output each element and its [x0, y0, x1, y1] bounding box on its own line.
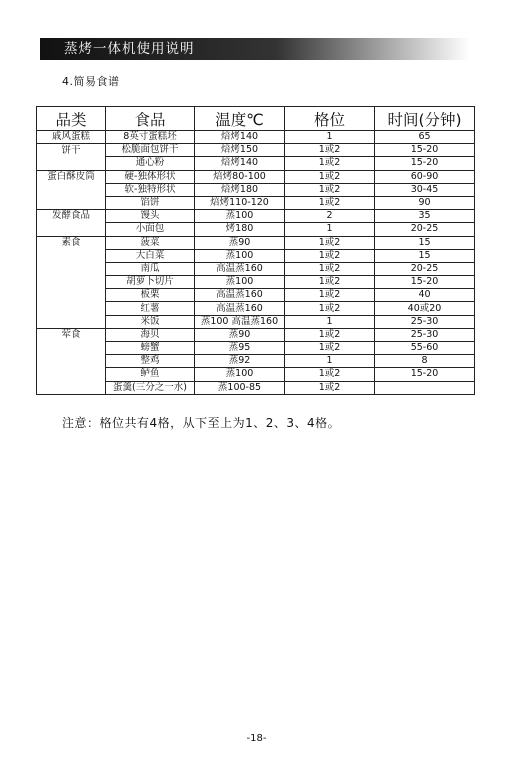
table-row: [37, 236, 475, 249]
category-cell: 蛋白酥皮筒: [37, 170, 106, 183]
food-cell: 海贝: [106, 328, 195, 341]
food-cell: 8英寸蛋糕坯: [106, 131, 195, 144]
rack-cell: 1: [285, 223, 375, 236]
column-header-time: 时间(分钟): [375, 107, 475, 131]
category-cell: [37, 342, 106, 355]
category-cell: [37, 196, 106, 209]
food-cell: 硬-独体形状: [106, 170, 195, 183]
table-row: [37, 183, 475, 196]
time-cell: 8: [375, 355, 475, 368]
category-cell: [37, 223, 106, 236]
rack-cell: 1或2: [285, 157, 375, 170]
food-cell: 米饭: [106, 315, 195, 328]
rack-cell: 1: [285, 315, 375, 328]
food-cell: 螃蟹: [106, 342, 195, 355]
food-cell: 小面包: [106, 223, 195, 236]
rack-cell: 1或2: [285, 302, 375, 315]
table-row: [37, 315, 475, 328]
table-row: [37, 262, 475, 275]
category-cell: [37, 368, 106, 381]
table-row: [37, 157, 475, 170]
temperature-cell: 蒸100: [195, 210, 285, 223]
rack-cell: 1或2: [285, 249, 375, 262]
temperature-cell: 蒸100 高温蒸160: [195, 315, 285, 328]
temperature-cell: 蒸100: [195, 368, 285, 381]
category-cell: [37, 355, 106, 368]
category-cell: 荤食: [37, 328, 106, 341]
category-cell: [37, 315, 106, 328]
time-cell: 40或20: [375, 302, 475, 315]
food-cell: 南瓜: [106, 262, 195, 275]
category-cell: [37, 289, 106, 302]
temperature-cell: 焙烤180: [195, 183, 285, 196]
temperature-cell: 蒸90: [195, 328, 285, 341]
rack-cell: 1或2: [285, 144, 375, 157]
table-row: [37, 289, 475, 302]
column-header-temperature: 温度℃: [195, 107, 285, 131]
rack-cell: 1或2: [285, 170, 375, 183]
rack-cell: 1或2: [285, 276, 375, 289]
column-header-category: 品类: [37, 107, 106, 131]
food-cell: 鲈鱼: [106, 368, 195, 381]
rack-cell: 1或2: [285, 236, 375, 249]
time-cell: 65: [375, 131, 475, 144]
category-cell: [37, 249, 106, 262]
time-cell: 60-90: [375, 170, 475, 183]
temperature-cell: 焙烤140: [195, 157, 285, 170]
section-title: 4.简易食谱: [62, 75, 120, 88]
table-row: [37, 144, 475, 157]
time-cell: 20-25: [375, 262, 475, 275]
temperature-cell: 高温蒸160: [195, 302, 285, 315]
table-header-row: [37, 107, 475, 131]
temperature-cell: 烤180: [195, 223, 285, 236]
recipe-table-body: [37, 131, 475, 395]
time-cell: 15-20: [375, 276, 475, 289]
table-row: [37, 368, 475, 381]
column-header-rack: 格位: [285, 107, 375, 131]
time-cell: 15-20: [375, 157, 475, 170]
rack-cell: 1或2: [285, 183, 375, 196]
temperature-cell: 蒸90: [195, 236, 285, 249]
category-cell: 饼干: [37, 144, 106, 157]
category-cell: [37, 381, 106, 394]
category-cell: 素食: [37, 236, 106, 249]
rack-cell: 1或2: [285, 368, 375, 381]
food-cell: 整鸡: [106, 355, 195, 368]
time-cell: 30-45: [375, 183, 475, 196]
rack-cell: 1: [285, 131, 375, 144]
category-cell: 戚风蛋糕: [37, 131, 106, 144]
table-row: [37, 276, 475, 289]
rack-cell: 1: [285, 355, 375, 368]
time-cell: 15: [375, 249, 475, 262]
time-cell: [375, 381, 475, 394]
category-cell: [37, 276, 106, 289]
food-cell: 蛋羹(三分之一水): [106, 381, 195, 394]
temperature-cell: 高温蒸160: [195, 262, 285, 275]
food-cell: 软-独特形状: [106, 183, 195, 196]
temperature-cell: 蒸92: [195, 355, 285, 368]
temperature-cell: 焙烤150: [195, 144, 285, 157]
temperature-cell: 蒸100: [195, 276, 285, 289]
table-row: [37, 381, 475, 394]
table-row: [37, 170, 475, 183]
time-cell: 15: [375, 236, 475, 249]
category-cell: [37, 183, 106, 196]
time-cell: 25-30: [375, 328, 475, 341]
food-cell: 馅饼: [106, 196, 195, 209]
rack-cell: 1或2: [285, 289, 375, 302]
page-number: -18-: [246, 733, 267, 744]
table-row: [37, 249, 475, 262]
category-cell: 发酵食品: [37, 210, 106, 223]
table-row: [37, 210, 475, 223]
table-row: [37, 342, 475, 355]
table-row: [37, 223, 475, 236]
rack-cell: 1或2: [285, 342, 375, 355]
temperature-cell: 蒸95: [195, 342, 285, 355]
time-cell: 15-20: [375, 368, 475, 381]
food-cell: 通心粉: [106, 157, 195, 170]
rack-cell: 1或2: [285, 262, 375, 275]
category-cell: [37, 262, 106, 275]
food-cell: 松脆面包饼干: [106, 144, 195, 157]
category-cell: [37, 302, 106, 315]
food-cell: 红薯: [106, 302, 195, 315]
time-cell: 40: [375, 289, 475, 302]
page-header-title: 蒸烤一体机使用说明: [64, 41, 195, 57]
rack-cell: 1或2: [285, 328, 375, 341]
rack-cell: 1或2: [285, 381, 375, 394]
time-cell: 20-25: [375, 223, 475, 236]
temperature-cell: 焙烤80-100: [195, 170, 285, 183]
temperature-cell: 焙烤110-120: [195, 196, 285, 209]
food-cell: 胡萝卜切片: [106, 276, 195, 289]
recipe-table: [36, 106, 475, 395]
food-cell: 板栗: [106, 289, 195, 302]
time-cell: 55-60: [375, 342, 475, 355]
column-header-food: 食品: [106, 107, 195, 131]
time-cell: 35: [375, 210, 475, 223]
time-cell: 15-20: [375, 144, 475, 157]
food-cell: 大白菜: [106, 249, 195, 262]
category-cell: [37, 157, 106, 170]
table-row: [37, 355, 475, 368]
rack-cell: 1或2: [285, 196, 375, 209]
food-cell: 菠菜: [106, 236, 195, 249]
temperature-cell: 蒸100-85: [195, 381, 285, 394]
table-row: [37, 302, 475, 315]
rack-cell: 2: [285, 210, 375, 223]
temperature-cell: 高温蒸160: [195, 289, 285, 302]
rack-note: 注意：格位共有4格，从下至上为1、2、3、4格。: [62, 416, 341, 430]
temperature-cell: 焙烤140: [195, 131, 285, 144]
time-cell: 25-30: [375, 315, 475, 328]
temperature-cell: 蒸100: [195, 249, 285, 262]
time-cell: 90: [375, 196, 475, 209]
table-row: [37, 328, 475, 341]
table-row: [37, 131, 475, 144]
food-cell: 馒头: [106, 210, 195, 223]
table-row: [37, 196, 475, 209]
